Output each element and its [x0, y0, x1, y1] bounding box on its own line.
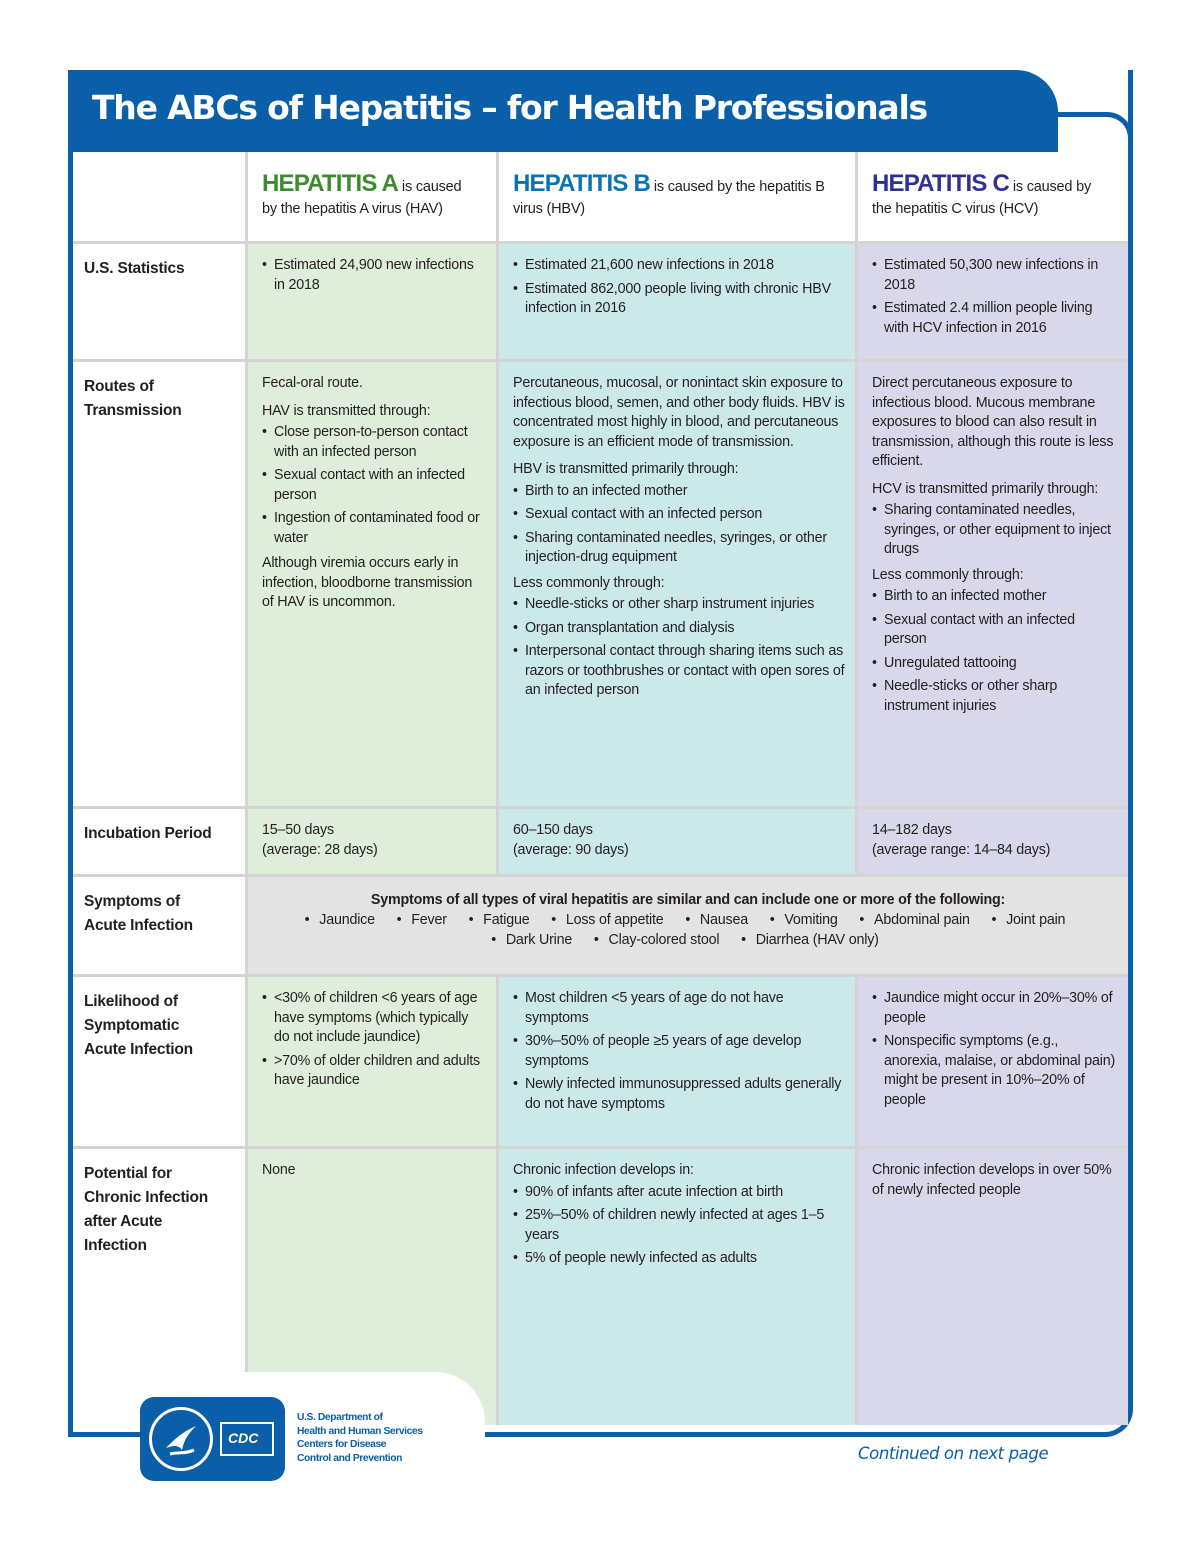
symptom-item: • Loss of appetite	[551, 912, 664, 928]
cdc-logo-text: CDC	[228, 1430, 259, 1446]
chronic-label-1: Potential for	[84, 1165, 172, 1182]
agency-line-4: Control and Prevention	[297, 1452, 403, 1464]
list-item: • Jaundice might occur in 20%–30% of people	[872, 989, 1118, 1028]
header-wing	[1040, 112, 1133, 152]
row-label	[73, 877, 245, 974]
symptom-item: • Vomiting	[769, 912, 838, 928]
transmission-a-intro: Fecal-oral route.	[262, 375, 363, 391]
likelihood-label-3: Acute Infection	[84, 1041, 193, 1058]
likelihood-a-cell	[245, 977, 496, 1146]
incubation-c-average: (average range: 14–84 days)	[872, 841, 1051, 858]
list-item: • Estimated 862,000 people living with chronic HBV infection in 2016	[513, 280, 845, 319]
list-item: • Sexual contact with an infected person	[262, 466, 486, 505]
chronic-label-4: Infection	[84, 1237, 147, 1254]
chronic-b-lead: Chronic infection develops in:	[513, 1162, 694, 1178]
table-header-row	[73, 152, 1128, 244]
symptoms-label-2: Acute Infection	[84, 917, 193, 934]
hepatitis-c-name: HEPATITIS C	[872, 170, 1009, 197]
agency-line-2: Health and Human Services	[297, 1425, 423, 1437]
hepatitis-table	[73, 152, 1128, 1425]
list-item: • Sharing contaminated needles, syringes, or other injection-drug equipment	[513, 529, 845, 568]
row-incubation-period	[73, 809, 1128, 877]
transmission-a-lead: HAV is transmitted through:	[262, 402, 431, 419]
transmission-label-2: Transmission	[84, 402, 182, 419]
row-symptoms-acute-infection	[73, 877, 1128, 977]
symptom-item: • Fatigue	[468, 912, 530, 928]
chronic-c-cell	[855, 1149, 1128, 1425]
likelihood-c-cell	[855, 977, 1128, 1146]
list-item: • 90% of infants after acute infection at birth	[513, 1183, 845, 1203]
list-item: • Needle-sticks or other sharp instrument injuries	[872, 677, 1118, 716]
transmission-c-lead: HCV is transmitted primarily through:	[872, 480, 1099, 497]
hepatitis-c-desc-inline: is caused by	[1008, 179, 1092, 195]
list-item: • Newly infected immunosuppressed adults generally do not have symptoms	[513, 1075, 845, 1114]
list-item: • Interpersonal contact through sharing items such as razors or toothbrushes or contact with open sores of an infected person	[513, 642, 845, 701]
likelihood-label-1: Likelihood of	[84, 993, 178, 1010]
incubation-label: Incubation Period	[84, 825, 212, 842]
page-title: The ABCs of Hepatitis – for Health Professionals	[92, 88, 927, 127]
hepatitis-a-name: HEPATITIS A	[262, 170, 399, 197]
chronic-label-2: Chronic Infection	[84, 1189, 209, 1206]
row-label	[73, 244, 245, 359]
list-item: • Sexual contact with an infected person	[872, 611, 1118, 650]
row-us-statistics	[73, 244, 1128, 362]
incubation-a-cell	[245, 809, 496, 874]
incubation-a-average: (average: 28 days)	[262, 841, 378, 858]
header-hepatitis-a	[245, 152, 496, 241]
row-label	[73, 809, 245, 874]
symptoms-merged-cell	[245, 877, 1128, 974]
transmission-b-cell	[496, 362, 855, 806]
symptoms-label-1: Symptoms of	[84, 893, 180, 910]
row-likelihood-symptomatic	[73, 977, 1128, 1149]
header-hepatitis-c	[855, 152, 1128, 241]
symptom-item: • Diarrhea (HAV only)	[741, 932, 879, 948]
agency-name	[297, 1411, 497, 1465]
symptom-item: • Fever	[396, 912, 447, 928]
chronic-c-value: Chronic infection develops in over 50% of newly infected people	[872, 1162, 1112, 1198]
symptoms-line-1	[258, 910, 1118, 930]
list-item: • Ingestion of contaminated food or water	[262, 509, 486, 548]
hepatitis-b-name: HEPATITIS B	[513, 170, 650, 197]
list-item: • >70% of older children and adults have jaundice	[262, 1052, 486, 1091]
chronic-b-cell	[496, 1149, 855, 1425]
symptom-item: • Dark Urine	[491, 932, 573, 948]
row-label	[73, 977, 245, 1146]
statistics-b-cell	[496, 244, 855, 359]
likelihood-label-2: Symptomatic	[84, 1017, 180, 1034]
list-item: • 25%–50% of children newly infected at ages 1–5 years	[513, 1206, 845, 1245]
list-item: • Estimated 50,300 new infections in 2018	[872, 256, 1118, 295]
list-item: • Organ transplantation and dialysis	[513, 619, 845, 639]
continued-on-next-page: Continued on next page	[858, 1444, 1049, 1463]
incubation-b-average: (average: 90 days)	[513, 841, 629, 858]
row-routes-of-transmission	[73, 362, 1128, 809]
incubation-c-cell	[855, 809, 1128, 874]
list-item: • Birth to an infected mother	[872, 587, 1118, 607]
transmission-b-intro: Percutaneous, mucosal, or nonintact skin exposure to infectious blood, semen, and other body fluids. HBV is concentrated most highly in blood, and percutaneous exposure is an efficient mode of transmission.	[513, 375, 845, 450]
transmission-b-lead: HBV is transmitted primarily through:	[513, 461, 739, 477]
row-label	[73, 362, 245, 806]
list-item: • 5% of people newly infected as adults	[513, 1249, 845, 1269]
list-item: • Estimated 2.4 million people living with HCV infection in 2016	[872, 299, 1118, 338]
hhs-eagle-icon	[149, 1407, 213, 1471]
transmission-a-cell	[245, 362, 496, 806]
transmission-label-1: Routes of	[84, 378, 154, 395]
list-item: • Needle-sticks or other sharp instrument injuries	[513, 595, 845, 615]
symptom-item: • Joint pain	[991, 912, 1066, 928]
statistics-a-cell	[245, 244, 496, 359]
symptoms-line-2	[258, 930, 1118, 950]
hepatitis-a-desc: by the hepatitis A virus (HAV)	[262, 201, 443, 217]
list-item: • Estimated 21,600 new infections in 2018	[513, 256, 845, 276]
list-item: • Unregulated tattooing	[872, 654, 1118, 674]
transmission-b-lead2: Less commonly through:	[513, 574, 665, 591]
header-corner-cell	[73, 152, 245, 241]
symptom-item: • Nausea	[685, 912, 749, 928]
list-item: • Sharing contaminated needles, syringes, or other equipment to inject drugs	[872, 501, 1118, 560]
list-item: • Nonspecific symptoms (e.g., anorexia, malaise, or abdominal pain) might be present in 10%–20% of people	[872, 1032, 1118, 1110]
statistics-label: U.S. Statistics	[84, 260, 185, 277]
statistics-c-cell	[855, 244, 1128, 359]
symptom-item: • Clay-colored stool	[593, 932, 720, 948]
agency-line-3: Centers for Disease	[297, 1439, 387, 1450]
transmission-c-intro: Direct percutaneous exposure to infectious blood. Mucous membrane exposures to blood can also result in transmission, although this route is less efficient.	[872, 375, 1114, 469]
incubation-b-cell	[496, 809, 855, 874]
list-item: • Most children <5 years of age do not have symptoms	[513, 989, 845, 1028]
transmission-c-cell	[855, 362, 1128, 806]
agency-line-1: U.S. Department of	[297, 1412, 383, 1423]
incubation-c-range: 14–182 days	[872, 822, 952, 838]
transmission-a-note: Although viremia occurs early in infection, bloodborne transmission of HAV is uncommon.	[262, 555, 473, 610]
list-item: • Close person-to-person contact with an infected person	[262, 423, 486, 462]
transmission-c-lead2: Less commonly through:	[872, 566, 1024, 583]
symptoms-heading: Symptoms of all types of viral hepatitis are similar and can include one or more of the following:	[370, 892, 1006, 908]
list-item: • <30% of children <6 years of age have symptoms (which typically do not include jaundice)	[262, 989, 486, 1048]
incubation-b-range: 60–150 days	[513, 822, 593, 838]
chronic-a-value: None	[262, 1162, 296, 1178]
list-item: • Sexual contact with an infected person	[513, 505, 845, 525]
hepatitis-b-desc-inline: is caused by the hepatitis B	[649, 179, 825, 195]
hepatitis-b-desc: virus (HBV)	[513, 201, 585, 217]
symptom-item: • Jaundice	[304, 912, 375, 928]
likelihood-b-cell	[496, 977, 855, 1146]
header-hepatitis-b	[496, 152, 855, 241]
list-item: • Estimated 24,900 new infections in 2018	[262, 256, 486, 295]
list-item: • Birth to an infected mother	[513, 482, 845, 502]
incubation-a-range: 15–50 days	[262, 822, 334, 838]
list-item: • 30%–50% of people ≥5 years of age develop symptoms	[513, 1032, 845, 1071]
chronic-label-3: after Acute	[84, 1213, 163, 1230]
symptom-item: • Abdominal pain	[859, 912, 970, 928]
hepatitis-a-desc-inline: is caused	[398, 179, 462, 195]
hepatitis-c-desc: the hepatitis C virus (HCV)	[872, 201, 1039, 217]
